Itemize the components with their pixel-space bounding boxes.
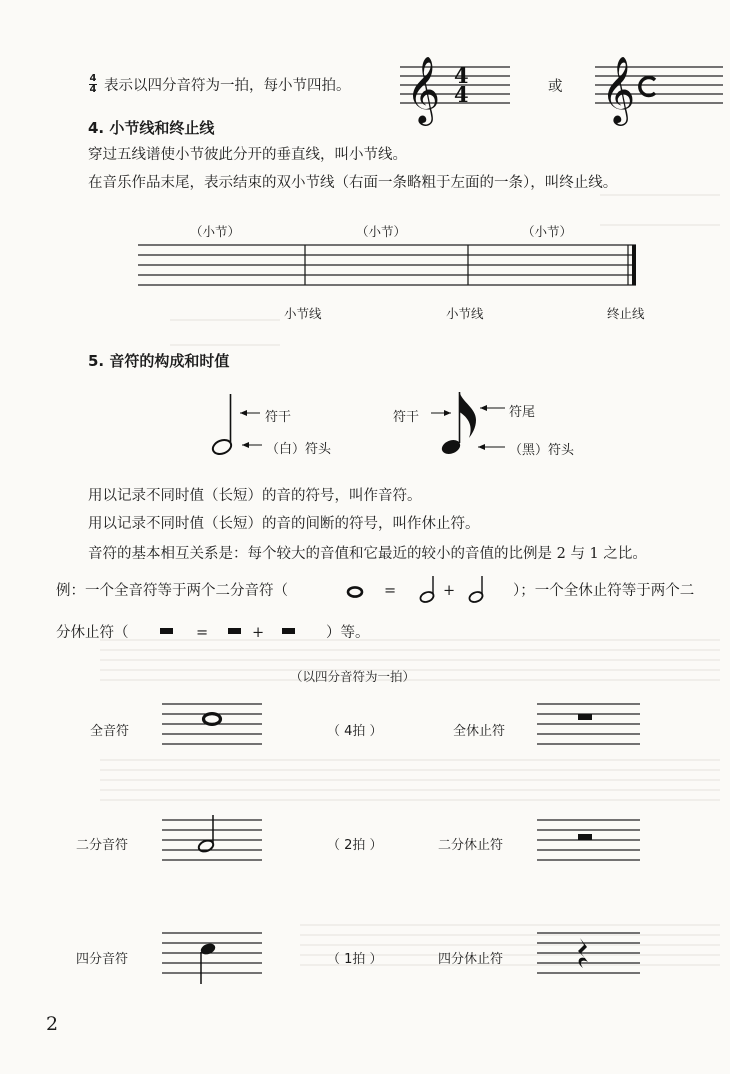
rest-definition: 用以记录不同时值（长短）的音的间断的符号，叫作休止符。 <box>88 516 480 532</box>
rest-name-quarter: 四分休止符 <box>438 952 504 967</box>
time-signature-meaning: 表示以四分音符为一拍，每小节四拍。 <box>104 78 351 94</box>
equals-sign: = <box>196 625 209 641</box>
time-signature-denominator: 4 <box>89 84 97 95</box>
barline-label-1: 小节线 <box>284 306 322 321</box>
filled-notehead-label: （黑）符头 <box>509 443 575 458</box>
example-rests-start: ）；一个全休止符等于两个二 <box>513 583 695 599</box>
half-rest-icon <box>578 834 592 840</box>
plus-sign: + <box>443 583 456 599</box>
plus-sign: + <box>252 625 265 641</box>
note-name-half: 二分音符 <box>76 838 129 853</box>
barline-definition: 穿过五线谱使小节彼此分开的垂直线，叫小节线。 <box>88 147 407 163</box>
note-name-whole: 全音符 <box>90 724 130 739</box>
example-rests-line: 分休止符（ <box>56 625 129 641</box>
measure-label-1: （小节） <box>190 224 241 239</box>
svg-text:4: 4 <box>454 82 469 107</box>
measure-label-3: （小节） <box>522 224 573 239</box>
barline-label-2: 小节线 <box>446 306 484 321</box>
beats-whole: （ 4拍 ） <box>327 724 383 739</box>
whole-note-icon <box>204 714 221 725</box>
stem-label-left: 符干 <box>265 410 292 425</box>
flag-label: 符尾 <box>509 405 536 420</box>
note-ratio-rule: 音符的基本相互关系是：每个较大的音值和它最近的较小的音值的比例是 2 与 1 之比。 <box>88 546 647 562</box>
hollow-notehead-label: （白）符头 <box>266 442 332 457</box>
example-rests-end: ）等。 <box>326 625 370 641</box>
page-number: 2 <box>46 1013 59 1035</box>
rest-name-half: 二分休止符 <box>438 838 504 853</box>
whole-rest-icon <box>578 714 592 720</box>
stem-label-right: 符干 <box>393 410 420 425</box>
measure-label-2: （小节） <box>356 224 407 239</box>
or-word: 或 <box>548 79 563 95</box>
section-4-heading: 4. 小节线和终止线 <box>88 119 215 137</box>
final-barline-label: 终止线 <box>607 306 645 321</box>
treble-clef-icon: 𝄞 <box>601 55 636 123</box>
final-barline-definition: 在音乐作品末尾，表示结束的双小节线（右面一条略粗于左面的一条），叫终止线。 <box>88 175 618 191</box>
beats-half: （ 2拍 ） <box>327 838 383 853</box>
equals-sign: = <box>384 583 397 599</box>
svg-text:4: 4 <box>454 63 469 88</box>
treble-clef-icon: 𝄞 <box>406 55 441 123</box>
note-definition: 用以记录不同时值（长短）的音的符号，叫作音符。 <box>88 488 422 504</box>
half-note-icon <box>197 839 215 854</box>
section-5-heading: 5. 音符的构成和时值 <box>88 352 230 370</box>
example-notes-start: 例：一个全音符等于两个二分音符（ <box>56 583 288 599</box>
table-caption: （以四分音符为一拍） <box>290 669 416 684</box>
quarter-note-icon <box>199 942 217 957</box>
note-name-quarter: 四分音符 <box>76 952 129 967</box>
rest-name-whole: 全休止符 <box>453 724 506 739</box>
time-signature-numerator: 4 <box>89 73 97 84</box>
beats-quarter: （ 1拍 ） <box>327 952 383 967</box>
